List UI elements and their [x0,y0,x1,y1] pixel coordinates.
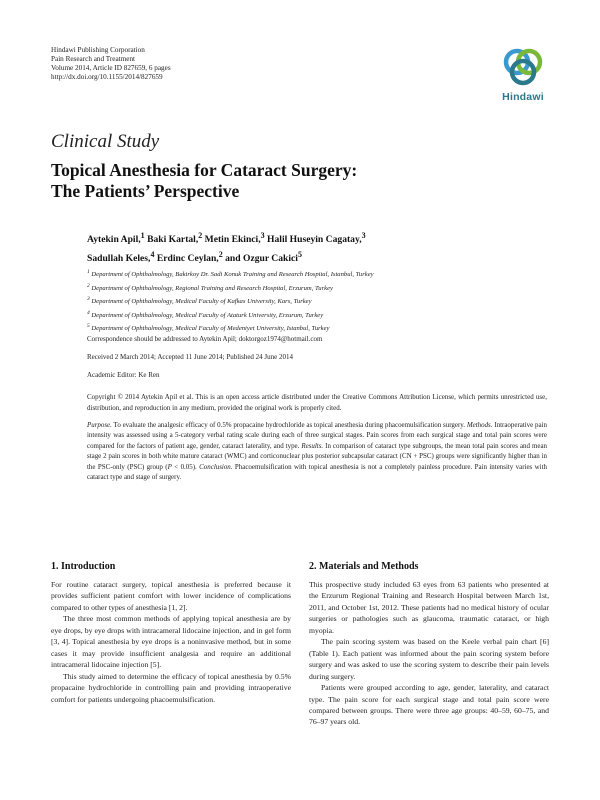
hindawi-wordmark: Hindawi [502,91,544,103]
publisher-name: Hindawi Publishing Corporation [51,46,145,54]
author: Baki Kartal,$^2$ [147,231,203,246]
affiliation: $^3$ Department of Ophthalmology, Medical Faculty of Kafkas University, Kars, Turkey [87,296,312,306]
article-type: Clinical Study [51,131,160,152]
paragraph: The three most common methods of applying topical anesthesia are by eye drops, by eye drops with intracameral lidocaine injection, and in gel form [3, 4]. Topical anesthesia by eye drops is a noninvasive method, but in some cases it may provide insufficient analgesia and require an additional intracameral lidocaine injection [5]. [51,614,291,670]
affiliation: $^2$ Department of Ophthalmology, Regional Training and Research Hospital, Erzurum, Turkey [87,282,333,292]
affiliation: $^5$ Department of Ophthalmology, Medical Faculty of Medeniyet University, Istanbul, Turkey [87,323,330,333]
author: Metin Ekinci,$^3$ [204,231,265,246]
author: and Ozgur Cakici$^5$ [225,250,302,265]
author-list [87,228,527,266]
title-line: Topical Anesthesia for Cataract Surgery: [51,160,358,180]
title-line: The Patients’ Perspective [51,181,240,201]
paragraph: The pain scoring system was based on the Keele verbal pain chart [6] (Table 1). Each patient was informed about the pain scoring system before surgery and was asked to use the scoring system to describe their pain levels during surgery. [309,637,549,681]
affiliation: $^4$ Department of Ophthalmology, Medical Faculty of Ataturk University, Erzurum, Turkey [87,309,324,319]
methods-column [309,579,549,728]
introduction-column [51,579,291,705]
affiliation-list [87,267,547,335]
paragraph: For routine cataract surgery, topical anesthesia is preferred because it provides sufficient patient comfort with lower incidence of complications compared to other types of anesthesia [1, 2]. [51,580,291,612]
volume-info: Volume 2014, Article ID 827659, 6 pages [51,64,171,72]
publication-dates: Received 2 March 2014; Accepted 11 June 2014; Published 24 June 2014 [87,353,294,361]
author: Sadullah Keles,$^4$ [87,250,155,265]
doi-link[interactable]: http://dx.doi.org/10.1155/2014/827659 [51,73,163,81]
paragraph: Patients were grouped according to age, gender, laterality, and cataract type. The pain score for each surgical stage and total pain score were compared between groups. There were three age groups: 40–59, 60–75, and 76–97 years old. [309,683,549,727]
article-title [51,160,357,202]
hindawi-logo [497,44,549,106]
paragraph: This study aimed to determine the efficacy of topical anesthesia by 0.5% propacaine hydrochloride in controlling pain and providing intraoperative comfort for patients undergoing phacoemulsification. [51,671,291,704]
journal-header [51,46,171,82]
correspondence: Correspondence should be addressed to Aytekin Apil; doktorgoz1974@hotmail.com [87,335,323,343]
affiliation: $^1$ Department of Ophthalmology, Bakirkoy Dr. Sadi Konuk Training and Research Hospital, Istanbul, Turkey [87,269,374,279]
journal-name: Pain Research and Treatment [51,55,136,63]
author: Halil Huseyin Cagatay,$^3$ [267,231,366,246]
author: Aytekin Apil,$^1$ [87,231,145,246]
section-heading-introduction: 1. Introduction [51,561,116,572]
copyright-notice: Copyright © 2014 Aytekin Apil et al. This is an open access article distributed under the Creative Commons Attribution License, which permits unrestricted use, distribution, and reproduction in any medium, provided the original work is properly cited. [87,393,547,412]
author: Erdinc Ceylan,$^2$ [156,250,223,265]
hindawi-rings-icon [497,44,549,90]
paragraph: This prospective study included 63 eyes from 63 patients who presented at the Erzurum Regional Training and Research Hospital between March 1st, 2011, and October 1st, 2012. These patients had no medical history of ocular surgeries or pathologies such as glaucoma, traumatic cataract, or high myopia. [309,580,549,635]
section-heading-methods: 2. Materials and Methods [309,561,419,572]
abstract: Purpose. To evaluate the analgesic efficacy of 0.5% propacaine hydrochloride as topical anesthesia during phacoemulsification surgery. Methods. Intraoperative pain intensity was assessed using a 5-category verbal rating scale during each of three surgical stages. Pain scores from each surgical stage and total pain scores were compared for the factors of patient age, gender, cataract laterality, and type. Results. In comparison of cataract type subgroups, the mean total pain scores and mean stage 2 pain scores in both white mature cataract (WMC) and corticonuclear plus posterior subcapsular cataract (CN + PSC) groups were significantly higher than in the PSC-only (PSC) group (P < 0.05). Conclusion. Phacoemulsification with topical anesthesia is not a completely painless procedure. Pain intensity varies with cataract type and stage of surgery. [87,421,548,482]
academic-editor: Academic Editor: Ke Ren [87,371,160,379]
